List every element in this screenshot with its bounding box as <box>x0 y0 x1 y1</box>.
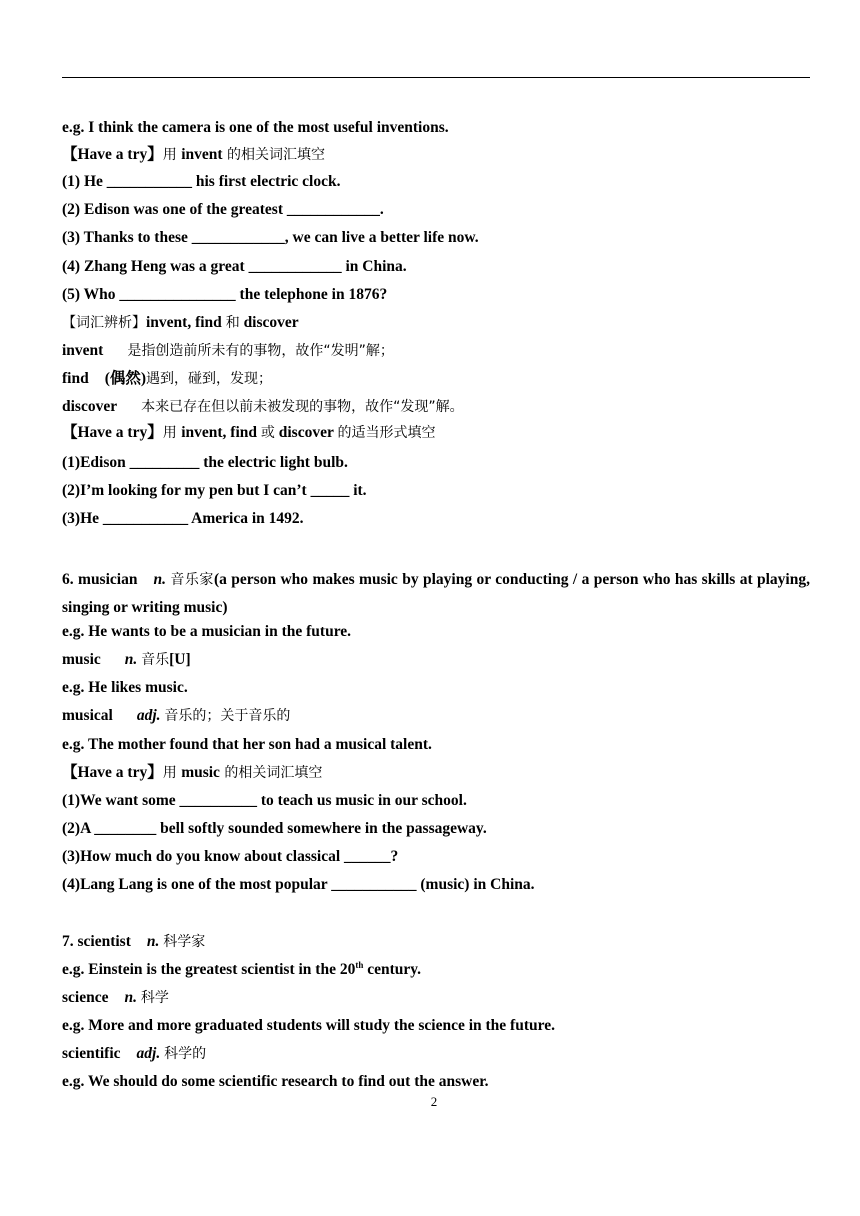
musician-heading: 6. musician n. 音乐家(a person who makes music by playing or conducting / a person who has skills at playing, singing or writing music) <box>62 571 810 616</box>
scientific-example: e.g. We should do some scientific research to find out the answer. <box>62 1073 489 1090</box>
have-a-try-discover: 【Have a try】用 invent, find 或 discover 的适当形式填空 <box>62 424 436 441</box>
music-question-3: (3)How much do you know about classical ______? <box>62 848 399 865</box>
music-question-1: (1)We want some __________ to teach us music in our school. <box>62 792 467 809</box>
science-example: e.g. More and more graduated students will study the science in the future. <box>62 1017 555 1034</box>
science-entry: science n. 科学 <box>62 989 169 1006</box>
discover-question-3: (3)He ___________ America in 1492. <box>62 510 304 527</box>
scientist-heading: 7. scientist n. 科学家 <box>62 933 206 950</box>
page-number: 2 <box>430 1094 438 1109</box>
invent-question-4: (4) Zhang Heng was a great ____________ in China. <box>62 258 407 275</box>
invent-question-3: (3) Thanks to these ____________, we can live a better life now. <box>62 229 479 246</box>
music-entry: music n. 音乐[U] <box>62 651 191 668</box>
music-question-2: (2)A ________ bell softly sounded somewhere in the passageway. <box>62 820 487 837</box>
invent-question-2: (2) Edison was one of the greatest ____________. <box>62 201 384 218</box>
music-example: e.g. He likes music. <box>62 679 188 696</box>
musician-example: e.g. He wants to be a musician in the future. <box>62 623 352 640</box>
invent-example: e.g. I think the camera is one of the most useful inventions. <box>62 119 449 136</box>
discover-question-1: (1)Edison _________ the electric light bulb. <box>62 454 348 471</box>
musical-example: e.g. The mother found that her son had a musical talent. <box>62 736 432 753</box>
vocab-analysis-heading: 【词汇辨析】invent, find 和 discover <box>62 314 299 331</box>
discover-question-2: (2)I’m looking for my pen but I can’t _____ it. <box>62 482 367 499</box>
find-definition: find (偶然)遇到，碰到，发现； <box>62 370 273 387</box>
invent-question-1: (1) He ___________ his first electric clock. <box>62 173 341 190</box>
discover-definition: discover 本来已存在但以前未被发现的事物，故作“发现”解。 <box>62 398 464 415</box>
invent-definition: invent 是指创造前所未有的事物，故作“发明”解； <box>62 342 394 359</box>
scientist-example: e.g. Einstein is the greatest scientist in the 20th century. <box>62 959 422 978</box>
invent-question-5: (5) Who _______________ the telephone in 1876? <box>62 286 388 303</box>
scientific-entry: scientific adj. 科学的 <box>62 1045 207 1062</box>
musical-entry: musical adj. 音乐的；关于音乐的 <box>62 707 291 724</box>
music-question-4: (4)Lang Lang is one of the most popular ___________ (music) in China. <box>62 876 535 893</box>
have-a-try-music: 【Have a try】用 music 的相关词汇填空 <box>62 764 323 781</box>
have-a-try-invent: 【Have a try】用 invent 的相关词汇填空 <box>62 146 325 163</box>
header-rule <box>62 77 810 78</box>
